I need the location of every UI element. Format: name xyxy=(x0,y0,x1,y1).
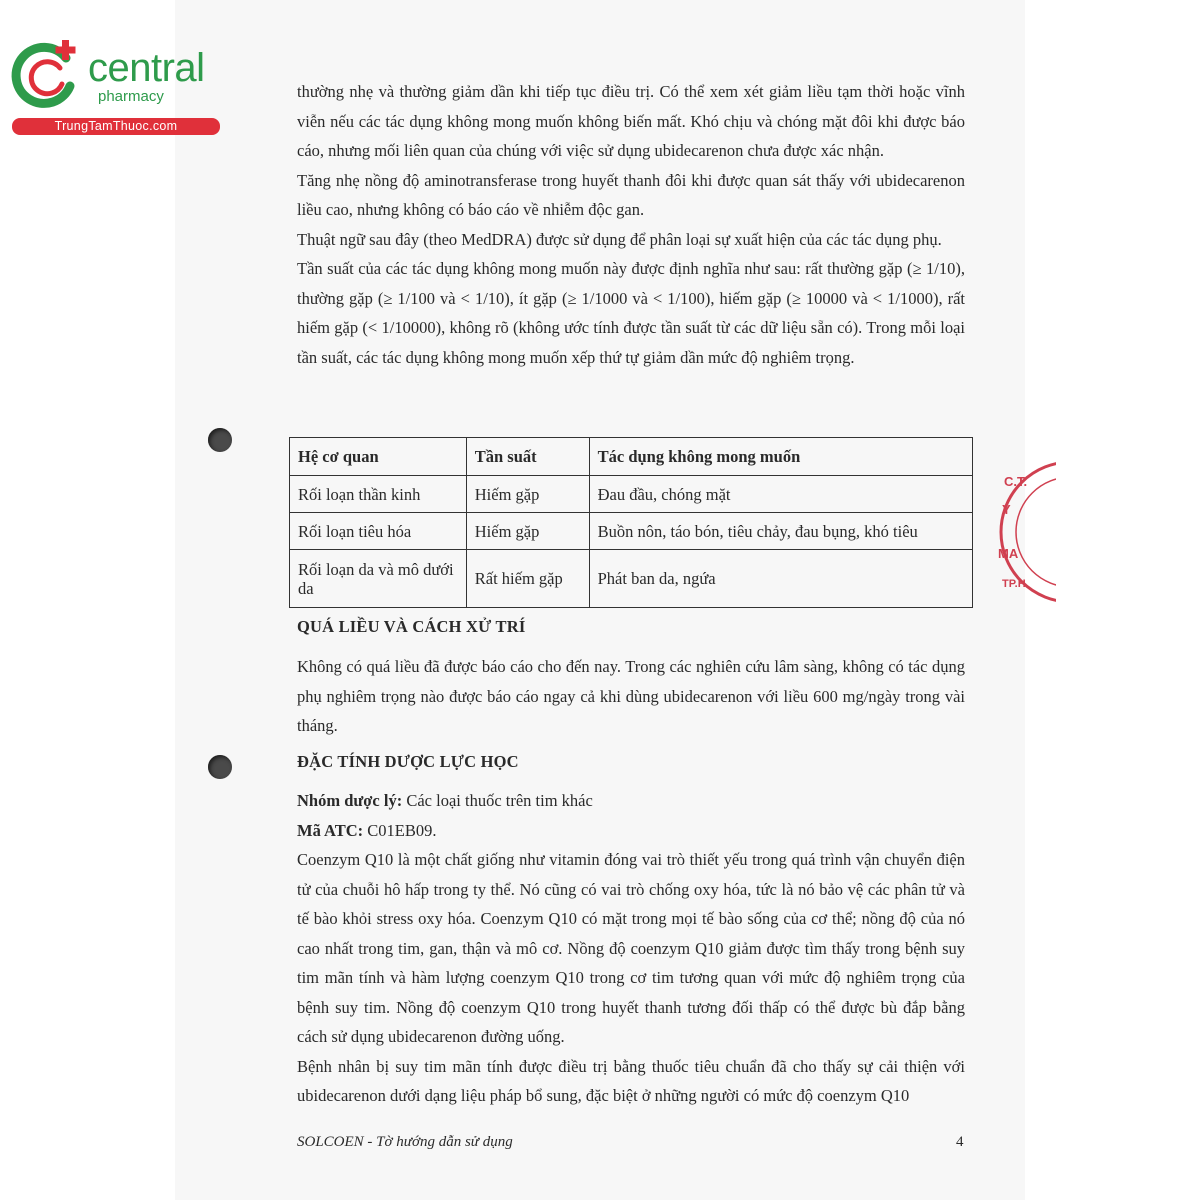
table-row xyxy=(290,476,973,513)
logo-url[interactable]: TrungTamThuoc.com xyxy=(12,118,220,135)
table-cell: Rối loạn da và mô dưới da xyxy=(290,550,467,608)
table-cell: Đau đầu, chóng mặt xyxy=(589,476,972,513)
logo-subtitle: pharmacy xyxy=(98,88,164,105)
paragraph: Bệnh nhân bị suy tim mãn tính được điều trị bằng thuốc tiêu chuẩn đã cho thấy sự cải thiện với ubidecarenon dưới dạng liệu pháp bổ sung, đặc biệt ở những người có mức độ coenzym Q10 xyxy=(297,1056,965,1105)
column-header: Tần suất xyxy=(466,438,589,476)
atc-value: C01EB09. xyxy=(363,820,437,840)
punch-hole xyxy=(208,755,232,779)
table-cell: Rất hiếm gặp xyxy=(466,550,589,608)
stamp-text: C.T. xyxy=(1004,474,1028,489)
paragraph: thường nhẹ và thường giảm dần khi tiếp tục điều trị. Có thể xem xét giảm liều tạm thời hoặc vĩnh viễn nếu các tác dụng không mong muốn không biến mất. Khó chịu và chóng mặt đôi khi được báo cáo, nhưng mối liên quan của chúng với việc sử dụng ubidecarenon chưa được xác nhận. xyxy=(297,82,965,160)
table-cell: Hiếm gặp xyxy=(466,476,589,513)
table-cell: Rối loạn tiêu hóa xyxy=(290,513,467,550)
table-cell: Hiếm gặp xyxy=(466,513,589,550)
stamp-text: TP.H xyxy=(1002,578,1026,590)
paragraph: Tần suất của các tác dụng không mong muốn này được định nghĩa như sau: rất thường gặp (≥ 1/10), thường gặp (≥ 1/100 và < 1/10), ít gặp (≥ 1/1000 và < 1/100), hiếm gặp (≥ 10000 và < 1/1000), rất hiếm gặp (< 1/10000), không rõ (không ước tính được tần suất từ các dữ liệu sẵn có). Trong mỗi loại tần suất, các tác dụng không mong muốn xếp thứ tự giảm dần mức độ nghiêm trọng. xyxy=(297,259,965,367)
pharmacodynamics-heading: ĐẶC TÍNH DƯỢC LỰC HỌC xyxy=(297,752,519,771)
table-cell: Buồn nôn, táo bón, tiêu chảy, đau bụng, khó tiêu xyxy=(589,513,972,550)
table-cell: Rối loạn thần kinh xyxy=(290,476,467,513)
table-row xyxy=(290,513,973,550)
pharmacy-cross-icon xyxy=(10,38,90,118)
stamp-text: MA xyxy=(998,546,1019,561)
punch-hole xyxy=(208,428,232,452)
side-effects-table xyxy=(289,437,973,608)
atc-label: Mã ATC: xyxy=(297,820,364,840)
paragraph: Coenzym Q10 là một chất giống như vitamin đóng vai trò thiết yếu trong quá trình vận chuyển điện tử của chuỗi hô hấp trong ty thể. Nó cũng có vai trò chống oxy hóa, tức là nó bảo vệ các phân tử và tế bào khỏi stress oxy hóa. Coenzym Q10 có mặt trong mọi tế bào sống của cơ thể; nồng độ của nó cao nhất trong tim, gan, thận và mô cơ. Nồng độ coenzym Q10 giảm được tìm thấy trong bệnh suy tim mãn tính và hàm lượng coenzym Q10 trong cơ tim tương quan với mức độ nghiêm trọng của bệnh suy tim. Nồng độ coenzym Q10 trong huyết thanh tương đối thấp có thể được bù đắp bằng cách sử dụng ubidecarenon đường uống. xyxy=(297,850,965,1046)
table-row xyxy=(290,550,973,608)
column-header: Tác dụng không mong muốn xyxy=(589,438,972,476)
logo-name: central xyxy=(88,46,205,90)
overdose-text xyxy=(297,652,965,741)
central-pharmacy-logo[interactable] xyxy=(10,38,220,138)
paragraph: Không có quá liều đã được báo cáo cho đến nay. Trong các nghiên cứu lâm sàng, không có tác dụng phụ nghiêm trọng nào được báo cáo ngay cả khi dùng ubidecarenon với liều 600 mg/ngày trong vài tháng. xyxy=(297,657,965,735)
overdose-heading: QUÁ LIỀU VÀ CÁCH XỬ TRÍ xyxy=(297,617,526,636)
side-effects-text xyxy=(297,77,965,372)
column-header: Hệ cơ quan xyxy=(290,438,467,476)
page-number: 4 xyxy=(956,1134,964,1150)
footer-title: SOLCOEN - Tờ hướng dẫn sử dụng xyxy=(297,1134,513,1150)
table-cell: Phát ban da, ngứa xyxy=(589,550,972,608)
group-label: Nhóm dược lý: xyxy=(297,791,403,810)
paragraph: Thuật ngữ sau đây (theo MedDRA) được sử dụng để phân loại sự xuất hiện của các tác dụng phụ. xyxy=(297,229,942,249)
paragraph: Tăng nhẹ nồng độ aminotransferase trong huyết thanh đôi khi được quan sát thấy với ubidecarenon liều cao, nhưng không có báo cáo về nhiễm độc gan. xyxy=(297,170,965,219)
company-stamp xyxy=(996,460,1056,605)
pharmacodynamics-text xyxy=(297,786,965,1111)
stamp-text: Y xyxy=(1002,502,1011,517)
pharmacological-group xyxy=(297,786,965,816)
group-value: Các loại thuốc trên tim khác xyxy=(402,791,593,810)
table-header-row xyxy=(290,438,973,476)
atc-code xyxy=(297,816,965,846)
